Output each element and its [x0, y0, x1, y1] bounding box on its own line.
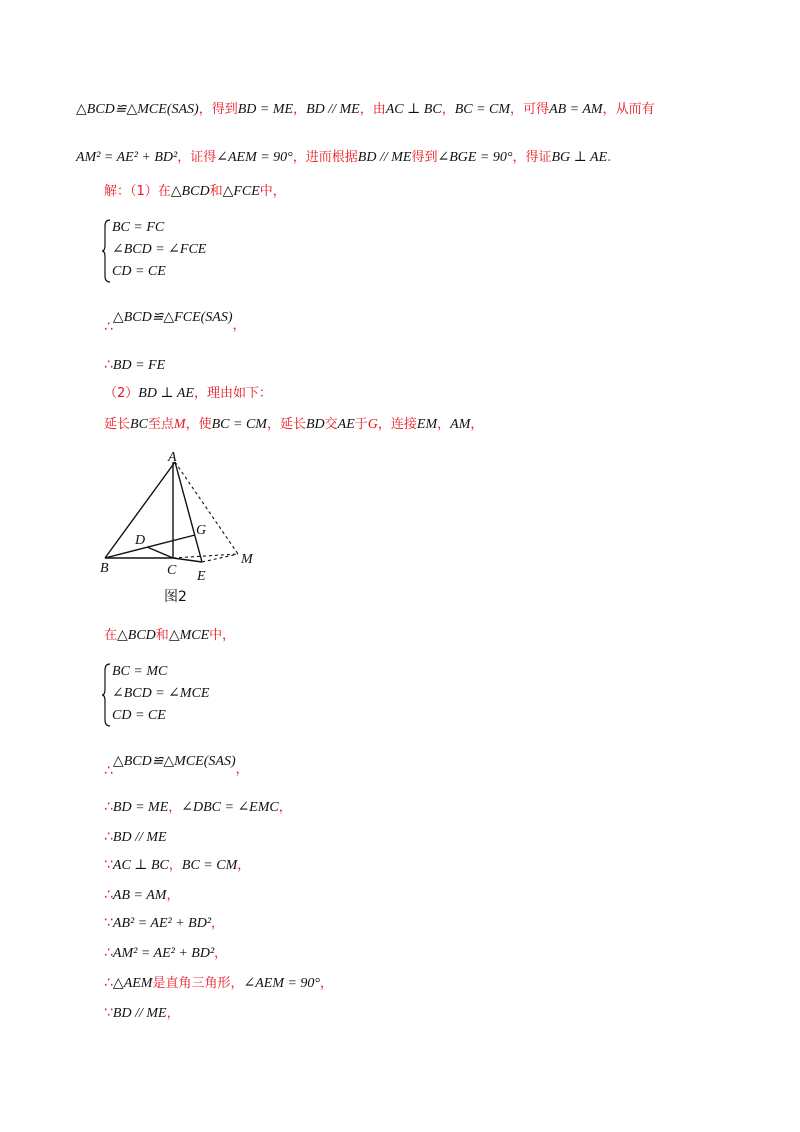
text: ，从而有 [602, 102, 655, 117]
figure-caption: 图2 [164, 589, 187, 605]
text: ， [168, 858, 182, 873]
text: ，使 [185, 417, 212, 432]
text: 得到 [411, 150, 438, 165]
math: ∠AEM = 90° [243, 976, 321, 991]
equation-row: CD = CE [112, 264, 166, 279]
text: ，证得 [177, 150, 217, 165]
math-congruence: △BCD≌△MCE(SAS) [76, 102, 199, 117]
math: AE [337, 417, 355, 432]
text: 延长 [104, 417, 131, 432]
segment-em-dashed [202, 554, 238, 562]
text: ， [441, 102, 455, 117]
math: BD ⊥ AE [138, 386, 194, 401]
math: BD // ME [112, 830, 167, 845]
equation-row: CD = CE [112, 708, 166, 723]
math: AM [450, 417, 471, 432]
text: 解：（1）在 [104, 184, 171, 199]
math: △MCE [168, 628, 210, 643]
point-label-c: C [167, 563, 177, 578]
segment-ae [175, 462, 202, 562]
equation-system-2 [102, 662, 262, 728]
solution-part-2-heading [104, 384, 272, 403]
math: ∠AEM = 90° [216, 150, 293, 165]
point-label-d: D [135, 533, 146, 548]
conclusion-congruence-1 [104, 308, 246, 335]
text: ， [320, 976, 334, 991]
math: AB = AM [112, 888, 167, 903]
math: BC = CM [181, 858, 238, 873]
text: ， [166, 1006, 180, 1021]
therefore-icon: ∴ [104, 763, 113, 779]
math: BD // ME [112, 1006, 167, 1021]
text: ， [168, 800, 182, 815]
consider-triangles [104, 626, 235, 645]
text: 交 [324, 417, 338, 432]
step-row [104, 914, 224, 933]
point-label-e: E [197, 569, 206, 584]
geometry-figure-2 [95, 450, 265, 585]
therefore-icon: ∴ [104, 829, 113, 845]
text: 和 [155, 628, 169, 643]
math: BD // ME [357, 150, 412, 165]
text: 于 [354, 417, 368, 432]
step-congruence-2 [104, 752, 249, 779]
segment-am-dashed [175, 462, 238, 554]
step-row [104, 886, 179, 905]
therefore-icon: ∴ [104, 799, 113, 815]
point-label-m: M [241, 552, 253, 567]
segment-ce [173, 558, 202, 562]
text: 是直角三角形， [152, 976, 244, 991]
text: . [607, 150, 612, 165]
math: ∠DBC = ∠EMC [181, 800, 279, 815]
math: △BCD [170, 184, 210, 199]
math: BG ⊥ AE [551, 150, 608, 165]
text: 中， [209, 628, 236, 643]
text: ，进而根据 [292, 150, 358, 165]
math: AB = AM [549, 102, 603, 117]
math: AB² = AE² + BD² [112, 916, 212, 931]
summary-line-1 [76, 100, 655, 119]
math: BD = FE [112, 358, 166, 373]
math: △BCD≌△FCE(SAS) [112, 310, 233, 325]
math: BC = CM [454, 102, 511, 117]
equation-row: BC = MC [112, 664, 168, 679]
step-row [104, 974, 333, 993]
equation-system-1 [102, 218, 262, 284]
text: ，由 [359, 102, 386, 117]
math: AC ⊥ BC [385, 102, 442, 117]
text: 中， [259, 184, 286, 199]
text: ，理由如下： [193, 386, 272, 401]
text: 在 [104, 628, 118, 643]
math: △AEM [112, 976, 153, 991]
math: BD = ME [112, 800, 169, 815]
math: ∠BGE = 90° [437, 150, 513, 165]
text: ，得证 [512, 150, 552, 165]
text: ， [214, 946, 228, 961]
conclusion-bd-fe [104, 356, 165, 375]
because-icon: ∵ [104, 1005, 113, 1021]
text: ， [237, 858, 251, 873]
math: G [367, 417, 378, 432]
equation-row: ∠BCD = ∠MCE [112, 686, 210, 701]
therefore-icon: ∴ [104, 319, 113, 335]
text: ，连接 [377, 417, 417, 432]
math: AC ⊥ BC [112, 858, 169, 873]
math: BC = CM [211, 417, 267, 432]
brace-icon [102, 218, 112, 284]
construction-sentence [104, 415, 483, 434]
text: ， [166, 888, 180, 903]
step-row [104, 1004, 180, 1023]
text: ，得到 [198, 102, 238, 117]
math: EM [416, 417, 438, 432]
text: 至点 [147, 417, 174, 432]
math: BC [130, 417, 148, 432]
therefore-icon: ∴ [104, 357, 113, 373]
point-label-b: B [100, 561, 109, 576]
text: ， [278, 800, 292, 815]
text: ， [235, 762, 249, 777]
math: BD // ME [306, 102, 360, 117]
math: △BCD [117, 628, 156, 643]
text: ， [470, 417, 484, 432]
math: M [173, 417, 186, 432]
text: ， [293, 102, 307, 117]
math: △BCD≌△MCE(SAS) [112, 754, 236, 769]
text: ， [232, 318, 246, 333]
segment-dc [147, 547, 173, 558]
text: ， [437, 417, 451, 432]
text: 和 [209, 184, 223, 199]
therefore-icon: ∴ [104, 975, 113, 991]
text: ，延长 [266, 417, 306, 432]
step-row [104, 798, 292, 817]
step-row [104, 828, 167, 847]
math: AM² = AE² + BD² [112, 946, 215, 961]
equation-row: ∠BCD = ∠FCE [112, 242, 207, 257]
summary-line-2 [76, 148, 611, 167]
equation-row: BC = FC [112, 220, 165, 235]
math: AM² = AE² + BD² [76, 150, 178, 165]
solution-part-1-heading [104, 182, 286, 201]
text: （2） [104, 386, 139, 401]
step-row [104, 856, 250, 875]
text: ，可得 [510, 102, 550, 117]
brace-icon [102, 662, 112, 728]
math: △FCE [222, 184, 260, 199]
text: ， [211, 916, 225, 931]
therefore-icon: ∴ [104, 887, 113, 903]
point-label-a: A [168, 450, 177, 465]
therefore-icon: ∴ [104, 945, 113, 961]
because-icon: ∵ [104, 857, 113, 873]
point-label-g: G [196, 523, 207, 538]
because-icon: ∵ [104, 915, 113, 931]
step-row [104, 944, 227, 963]
math: BD [305, 417, 325, 432]
math: BD = ME [237, 102, 294, 117]
